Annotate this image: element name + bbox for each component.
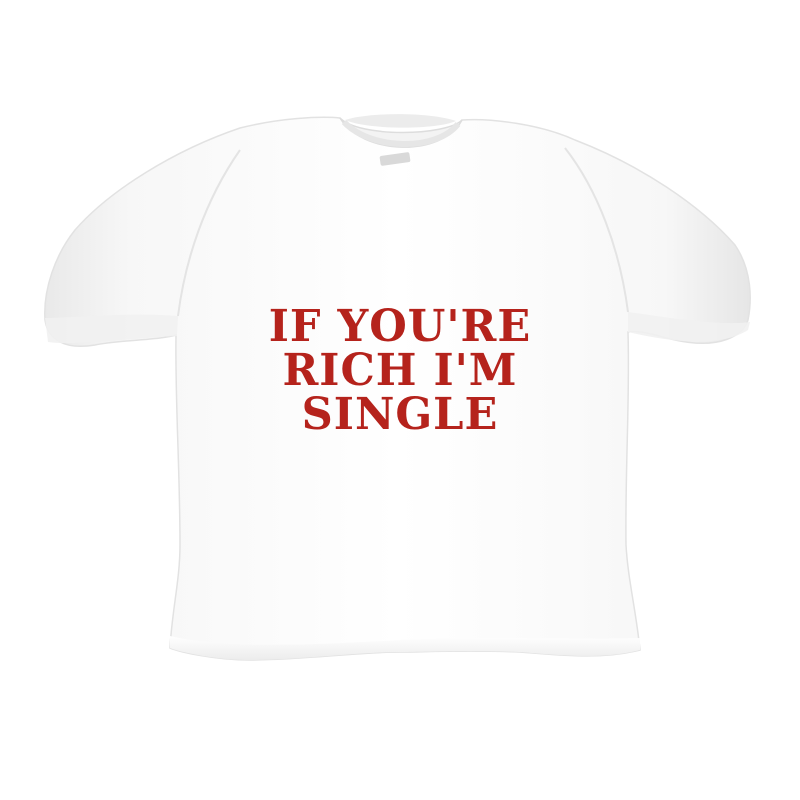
print-line-1: IF YOU'RE bbox=[268, 301, 532, 352]
shirt-print-text bbox=[184, 301, 615, 440]
print-line-3: SINGLE bbox=[301, 389, 499, 440]
print-line-2: RICH I'M bbox=[282, 345, 518, 396]
